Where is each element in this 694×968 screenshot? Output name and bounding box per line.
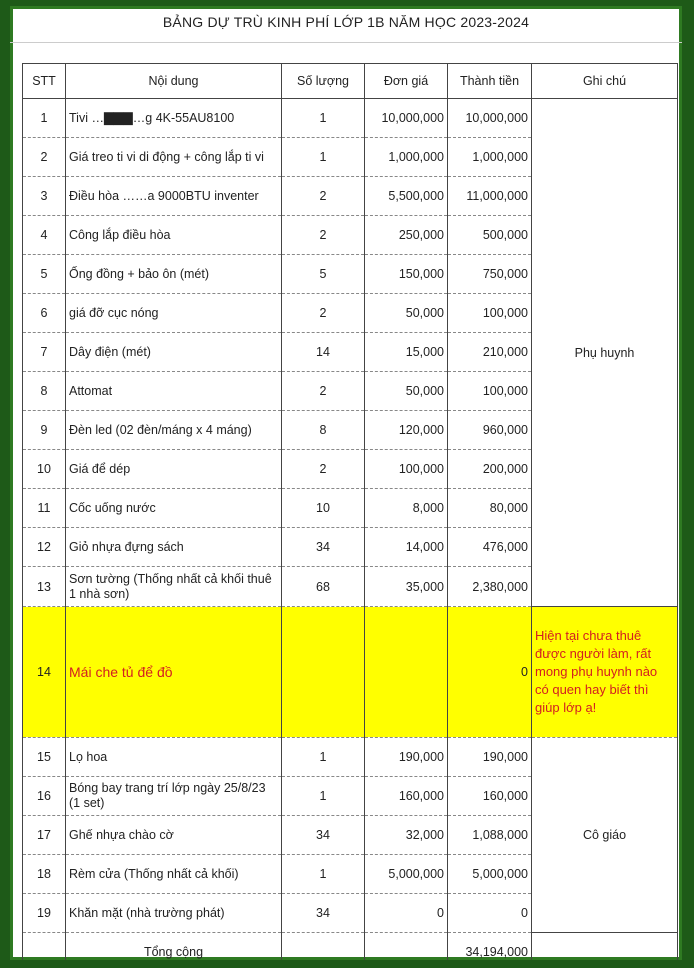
row-content: Công lắp điều hòa (66, 216, 282, 255)
row-content: Cốc uống nước (66, 489, 282, 528)
header-amount: Thành tiền (448, 64, 532, 99)
header-stt: STT (23, 64, 66, 99)
row-content: Giỏ nhựa đựng sách (66, 528, 282, 567)
note-teacher: Cô giáo (532, 738, 678, 933)
total-note (532, 933, 678, 961)
total-value: 34,194,000 (448, 933, 532, 961)
row-stt: 8 (23, 372, 66, 411)
row-unit-price: 35,000 (365, 567, 448, 607)
row-amount: 210,000 (448, 333, 532, 372)
row-unit-price: 14,000 (365, 528, 448, 567)
row-quantity: 1 (282, 99, 365, 138)
row-content: Tivi …▇▇▇…g 4K-55AU8100 (66, 99, 282, 138)
row-amount: 1,000,000 (448, 138, 532, 177)
row-content: Giá để dép (66, 450, 282, 489)
row-stt: 6 (23, 294, 66, 333)
row-content: Điều hòa ……a 9000BTU inventer (66, 177, 282, 216)
row-quantity: 2 (282, 177, 365, 216)
row-stt: 4 (23, 216, 66, 255)
row-amount: 200,000 (448, 450, 532, 489)
row-content: Rèm cửa (Thống nhất cả khối) (66, 855, 282, 894)
row-stt: 9 (23, 411, 66, 450)
budget-table (22, 63, 678, 960)
row-stt: 19 (23, 894, 66, 933)
row-content: Bóng bay trang trí lớp ngày 25/8/23 (1 set) (66, 777, 282, 816)
row-amount: 1,088,000 (448, 816, 532, 855)
row-amount: 0 (448, 607, 532, 738)
total-stt (23, 933, 66, 961)
row-stt: 13 (23, 567, 66, 607)
row-quantity: 1 (282, 777, 365, 816)
total-quantity (282, 933, 365, 961)
row-content: giá đỡ cục nóng (66, 294, 282, 333)
row-unit-price: 50,000 (365, 294, 448, 333)
row-unit-price: 150,000 (365, 255, 448, 294)
row-unit-price: 1,000,000 (365, 138, 448, 177)
row-unit-price: 250,000 (365, 216, 448, 255)
document-title: BẢNG DỰ TRÙ KINH PHÍ LỚP 1B NĂM HỌC 2023-2024 (162, 14, 530, 30)
total-unit-price (365, 933, 448, 961)
total-label: Tổng cộng (66, 933, 282, 961)
header-unit-price: Đơn giá (365, 64, 448, 99)
row-stt: 1 (23, 99, 66, 138)
row-content: Giá treo ti vi di động + công lắp ti vi (66, 138, 282, 177)
header-quantity: Số lượng (282, 64, 365, 99)
row-amount: 100,000 (448, 294, 532, 333)
row-content: Lọ hoa (66, 738, 282, 777)
row-stt: 5 (23, 255, 66, 294)
row-stt: 3 (23, 177, 66, 216)
row-stt: 7 (23, 333, 66, 372)
header-content: Nội dung (66, 64, 282, 99)
row-stt: 15 (23, 738, 66, 777)
total-row (23, 933, 678, 961)
row-content: Attomat (66, 372, 282, 411)
row-unit-price: 5,000,000 (365, 855, 448, 894)
row-quantity: 2 (282, 294, 365, 333)
divider (10, 42, 682, 43)
row-quantity: 8 (282, 411, 365, 450)
row-quantity: 1 (282, 738, 365, 777)
row-quantity: 14 (282, 333, 365, 372)
row-quantity: 34 (282, 528, 365, 567)
row-stt: 17 (23, 816, 66, 855)
row-amount: 10,000,000 (448, 99, 532, 138)
row-content: Dây điện (mét) (66, 333, 282, 372)
row-content: Sơn tường (Thống nhất cả khối thuê 1 nhà sơn) (66, 567, 282, 607)
row-content: Khăn mặt (nhà trường phát) (66, 894, 282, 933)
row-quantity: 68 (282, 567, 365, 607)
row-quantity: 34 (282, 816, 365, 855)
row-quantity: 10 (282, 489, 365, 528)
row-unit-price: 5,500,000 (365, 177, 448, 216)
table-row (23, 99, 678, 138)
row-amount: 11,000,000 (448, 177, 532, 216)
row-quantity: 2 (282, 450, 365, 489)
row-stt: 16 (23, 777, 66, 816)
document-frame (10, 6, 682, 960)
row-quantity: 2 (282, 216, 365, 255)
row-content: Ống đồng + bảo ôn (mét) (66, 255, 282, 294)
note-parents: Phụ huynh (532, 99, 678, 607)
row-quantity (282, 607, 365, 738)
row-unit-price: 10,000,000 (365, 99, 448, 138)
table-row (23, 738, 678, 777)
row-amount: 500,000 (448, 216, 532, 255)
row-content: Đèn led (02 đèn/máng x 4 máng) (66, 411, 282, 450)
row-quantity: 2 (282, 372, 365, 411)
row-stt: 11 (23, 489, 66, 528)
row-amount: 476,000 (448, 528, 532, 567)
row-content: Ghế nhựa chào cờ (66, 816, 282, 855)
row-stt: 18 (23, 855, 66, 894)
row-stt: 14 (23, 607, 66, 738)
row-unit-price: 0 (365, 894, 448, 933)
row-quantity: 5 (282, 255, 365, 294)
table-row (23, 607, 678, 738)
row-content: Mái che tủ để đồ (66, 607, 282, 738)
row-quantity: 34 (282, 894, 365, 933)
row-amount: 960,000 (448, 411, 532, 450)
header-note: Ghi chú (532, 64, 678, 99)
row-amount: 80,000 (448, 489, 532, 528)
row-quantity: 1 (282, 855, 365, 894)
row-amount: 160,000 (448, 777, 532, 816)
row-unit-price: 50,000 (365, 372, 448, 411)
row-unit-price: 120,000 (365, 411, 448, 450)
row-amount: 0 (448, 894, 532, 933)
row-unit-price: 190,000 (365, 738, 448, 777)
table-header-row (23, 64, 678, 99)
row-stt: 10 (23, 450, 66, 489)
row-stt: 12 (23, 528, 66, 567)
row-quantity: 1 (282, 138, 365, 177)
row-unit-price: 160,000 (365, 777, 448, 816)
row-unit-price: 15,000 (365, 333, 448, 372)
row-amount: 2,380,000 (448, 567, 532, 607)
row-amount: 190,000 (448, 738, 532, 777)
row-amount: 100,000 (448, 372, 532, 411)
row-stt: 2 (23, 138, 66, 177)
row-amount: 5,000,000 (448, 855, 532, 894)
row-amount: 750,000 (448, 255, 532, 294)
row-unit-price (365, 607, 448, 738)
row-unit-price: 8,000 (365, 489, 448, 528)
note-highlight: Hiện tại chưa thuê được người làm, rất mong phụ huynh nào có quen hay biết thì giúp lớp ạ! (532, 607, 678, 738)
row-unit-price: 100,000 (365, 450, 448, 489)
row-unit-price: 32,000 (365, 816, 448, 855)
